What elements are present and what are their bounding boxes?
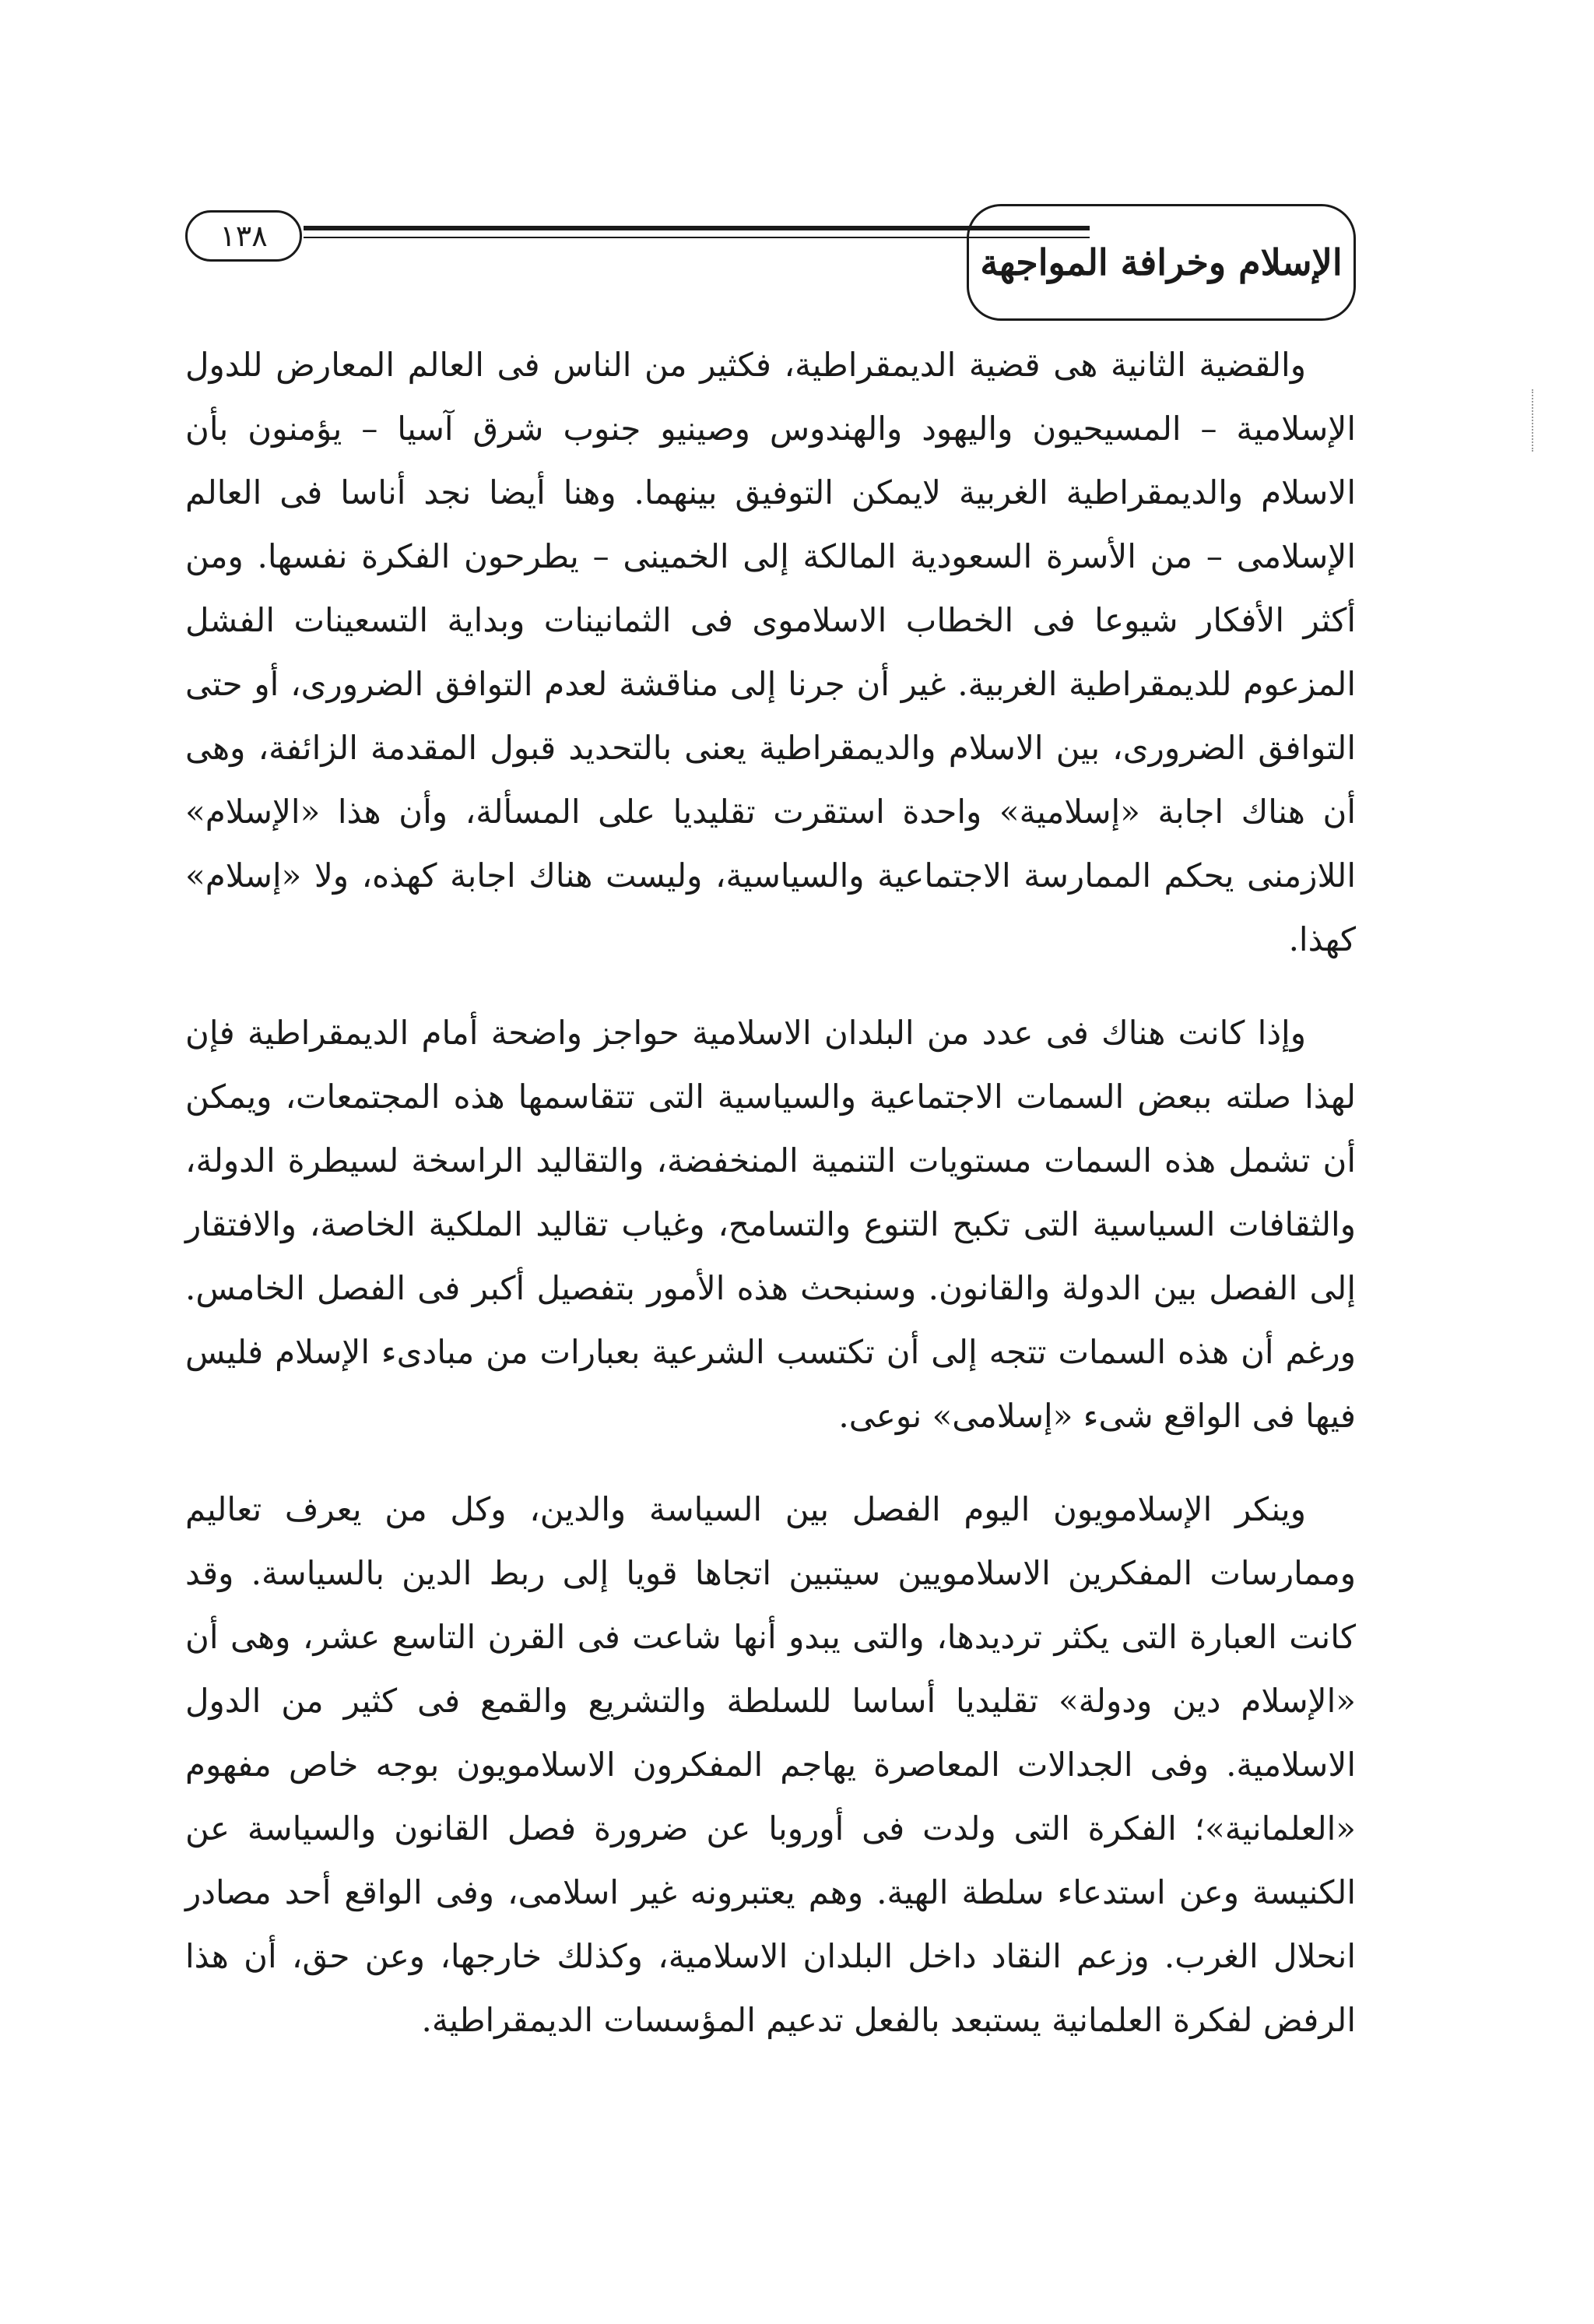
running-title: الإسلام وخرافة المواجهة [967, 204, 1356, 321]
page-number: ١٣٨ [185, 210, 302, 262]
page-header [185, 204, 1356, 321]
paragraph-secularism: وينكر الإسلامويون اليوم الفصل بين السياسة والدين، وكل من يعرف تعاليم وممارسات المفكرين الاسلامويين سيتبين اتجاها قويا إلى ربط الدين بالسياسة. وقد كانت العبارة التى يكثر ترديدها، والتى يبدو أنها شاعت فى القرن التاسع عشر، وهى أن «الإسلام دين ودولة» تقليديا أساسا للسلطة والتشريع والقمع فى كثير من الدول الاسلامية. وفى الجدالات المعاصرة يهاجم المفكرون الاسلامويون بوجه خاص مفهوم «العلمانية»؛ الفكرة التى ولدت فى أوروبا عن ضرورة فصل القانون والسياسة عن الكنيسة وعن استدعاء سلطة الهية. وهم يعتبرونه غير اسلامى، وفى الواقع أحد مصادر انحلال الغرب. وزعم النقاد داخل البلدان الاسلامية، وكذلك خارجها، وعن حق، أن هذا الرفض لفكرة العلمانية يستبعد بالفعل تدعيم المؤسسات الديمقراطية. [185, 1490, 1356, 2039]
paragraph-democracy: والقضية الثانية هى قضية الديمقراطية، فكثير من الناس فى العالم المعارض للدول الإسلامية – المسيحيون واليهود والهندوس وصينيو جنوب شرق آسيا – يؤمنون بأن الاسلام والديمقراطية الغربية لايمكن التوفيق بينهما. وهنا أيضا نجد أناسا فى العالم الإسلامى – من الأسرة السعودية المالكة إلى الخمينى – يطرحون الفكرة نفسها. ومن أكثر الأفكار شيوعا فى الخطاب الاسلاموى فى الثمانينات وبداية التسعينات الفشل المزعوم للديمقراطية الغربية. غير أن جرنا إلى مناقشة لعدم التوافق الضرورى، أو حتى التوافق الضرورى، بين الاسلام والديمقراطية يعنى بالتحديد قبول المقدمة الزائفة، وهى أن هناك اجابة «إسلامية» واحدة استقرت تقليديا على المسألة، وأن هذا «الإسلام» اللازمنى يحكم الممارسة الاجتماعية والسياسية، وليست هناك اجابة كهذه، ولا «إسلام» كهذا. [185, 346, 1356, 958]
paragraph-barriers: وإذا كانت هناك فى عدد من البلدان الاسلامية حواجز واضحة أمام الديمقراطية فإن لهذا صلته ببعض السمات الاجتماعية والسياسية التى تتقاسمها هذه المجتمعات، ويمكن أن تشمل هذه السمات مستويات التنمية المنخفضة، والتقاليد الراسخة لسيطرة الدولة، والثقافات السياسية التى تكبح التنوع والتسامح، وغياب تقاليد الملكية الخاصة، والافتقار إلى الفصل بين الدولة والقانون. وسنبحث هذه الأمور بتفصيل أكبر فى الفصل الخامس. ورغم أن هذه السمات تتجه إلى أن تكتسب الشرعية بعبارات من مبادىء الإسلام فليس فيها فى الواقع شىء «إسلامى» نوعى. [185, 1014, 1356, 1435]
body-text [185, 333, 1356, 2082]
margin-mark [1532, 389, 1536, 452]
